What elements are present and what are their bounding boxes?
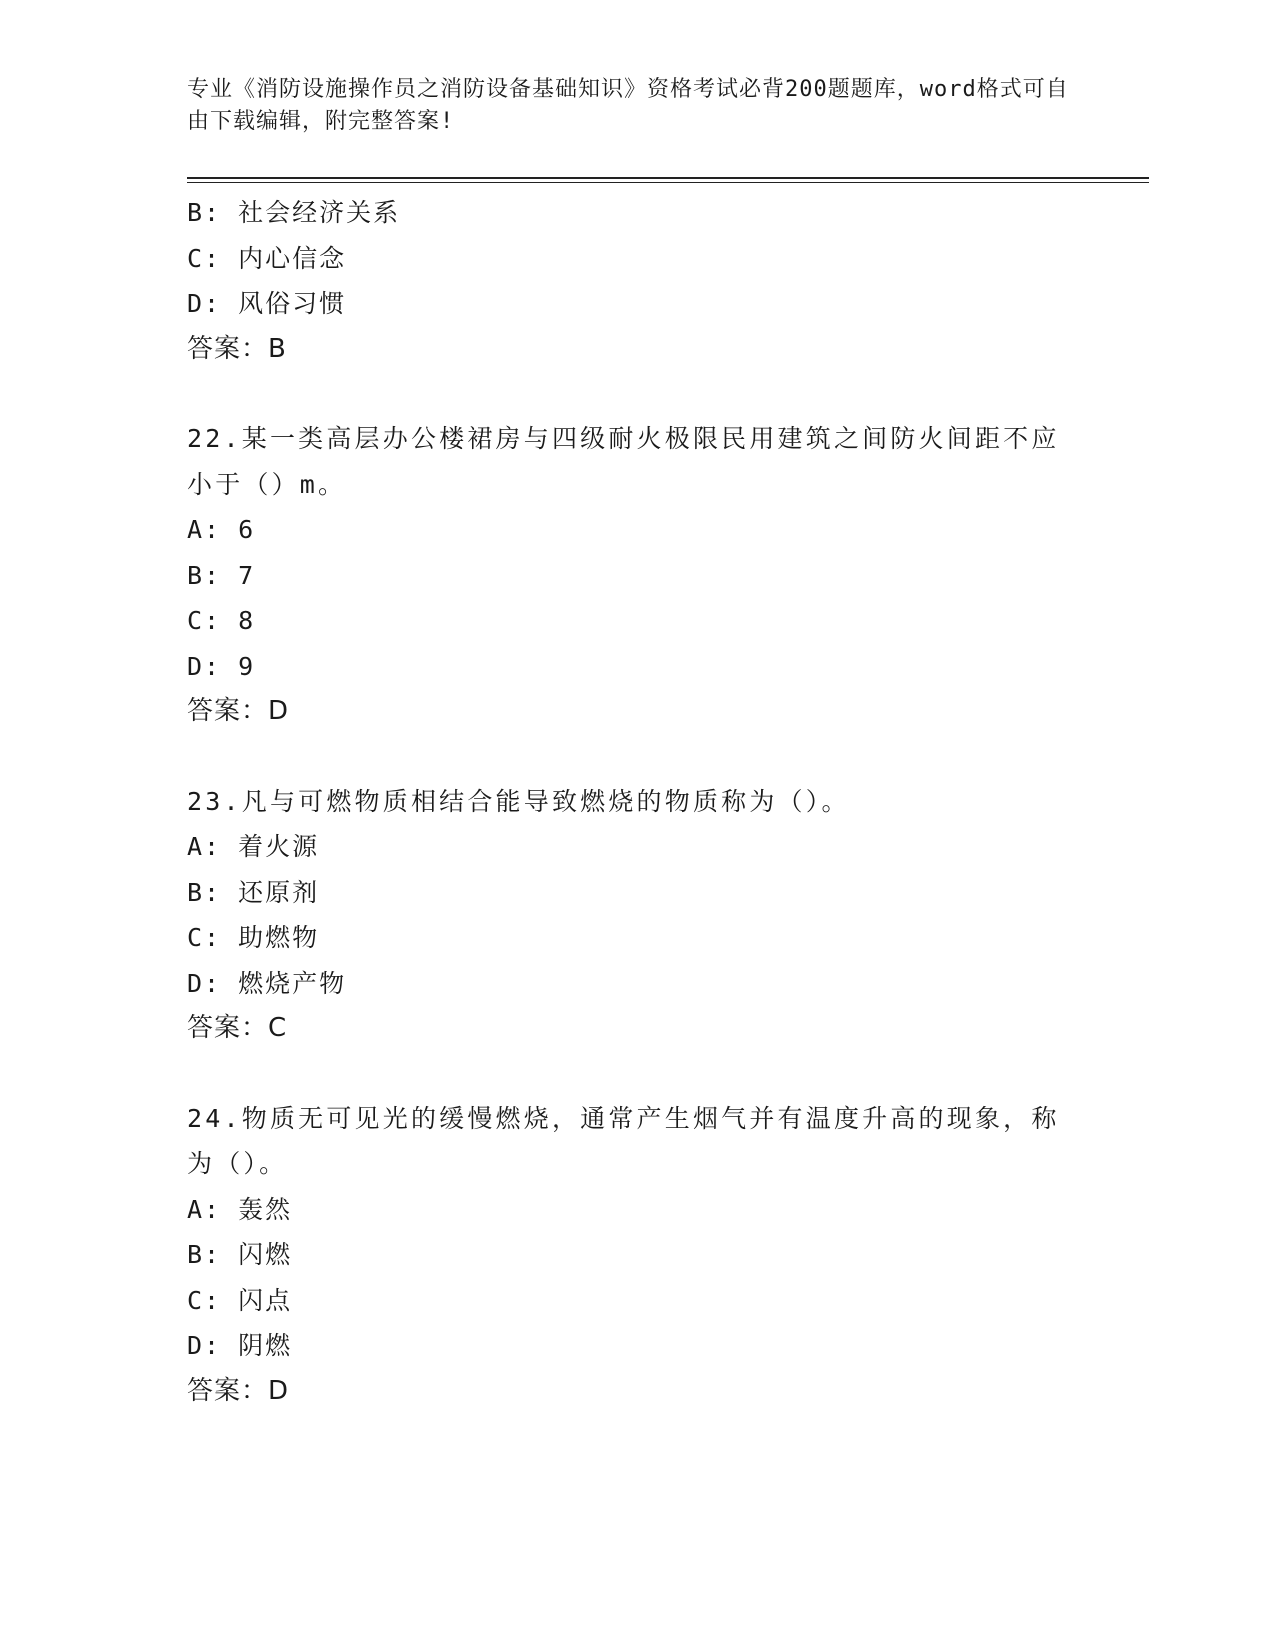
question-stem: 22.某一类高层办公楼裙房与四级耐火极限民用建筑之间防火间距不应小于（）m。 [187, 424, 1060, 499]
answer-label: 答案：C [187, 1013, 288, 1043]
header-divider-thick [187, 177, 1149, 179]
question-21-continued [187, 190, 1087, 372]
question-24 [187, 1096, 1087, 1415]
question-23 [187, 779, 1087, 1052]
question-stem: 24.物质无可见光的缓慢燃烧，通常产生烟气并有温度升高的现象，称为（）。 [187, 1103, 1060, 1178]
option-b: B: 还原剂 [187, 877, 320, 907]
option-b: B: 社会经济关系 [187, 198, 401, 227]
header-divider-thin [187, 182, 1149, 183]
option-b: B: 7 [187, 560, 256, 590]
question-22 [187, 416, 1087, 735]
option-d: D: 风俗习惯 [187, 289, 347, 318]
question-list [187, 190, 1087, 1414]
question-stem: 23.凡与可燃物质相结合能导致燃烧的物质称为（）。 [187, 786, 850, 816]
option-c: C: 8 [187, 606, 256, 635]
option-c: C: 助燃物 [187, 923, 320, 952]
option-d: D: 9 [187, 651, 256, 681]
option-b: B: 闪燃 [187, 1240, 293, 1269]
page-header-title: 专业《消防设施操作员之消防设备基础知识》资格考试必背200题题库，word格式可自由下载编辑，附完整答案! [187, 77, 1069, 134]
option-a: A: 6 [187, 515, 256, 544]
option-d: D: 燃烧产物 [187, 968, 347, 998]
option-c: C: 内心信念 [187, 243, 347, 273]
option-a: A: 轰然 [187, 1194, 293, 1224]
option-d: D: 阴燃 [187, 1331, 293, 1360]
answer-label: 答案：D [187, 696, 290, 726]
option-c: C: 闪点 [187, 1285, 293, 1315]
option-a: A: 着火源 [187, 832, 320, 861]
answer-label: 答案：D [187, 1375, 290, 1406]
answer-label: 答案：B [187, 333, 287, 364]
